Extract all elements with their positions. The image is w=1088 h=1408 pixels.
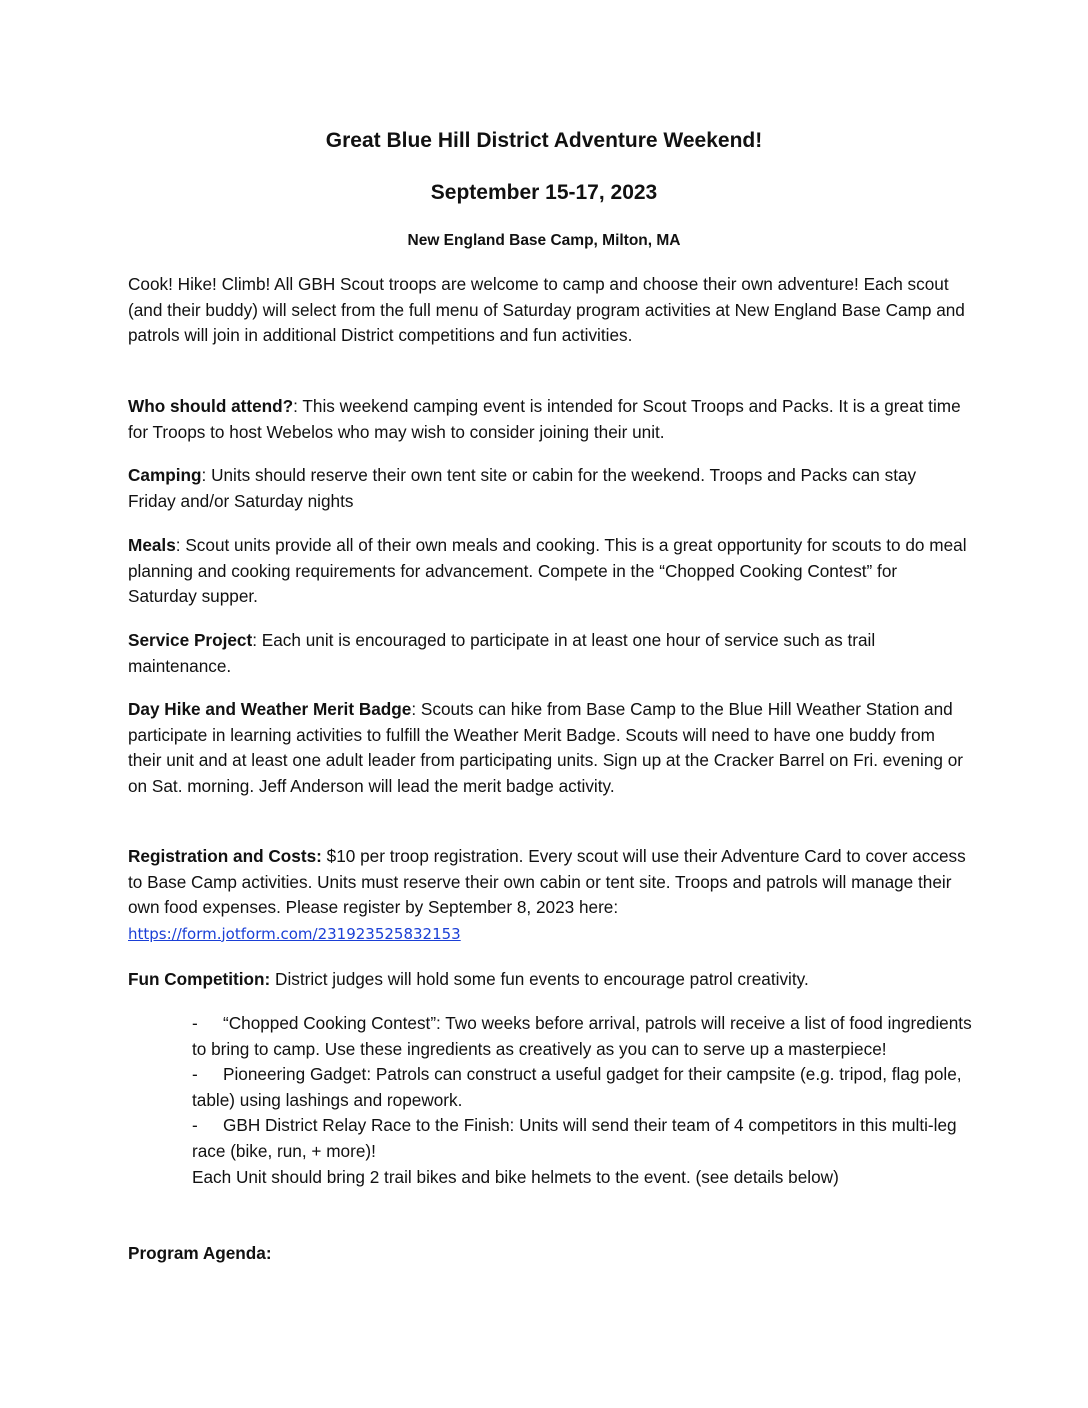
section-body: District judges will hold some fun events to encourage patrol creativity. bbox=[270, 969, 809, 989]
registration-link[interactable]: https://form.jotform.com/231923525832153 bbox=[128, 924, 461, 943]
camping-paragraph bbox=[128, 463, 968, 514]
section-heading: Who should attend? bbox=[128, 396, 294, 416]
section-body: : Scouts can hike from Base Camp to the Blue Hill Weather Station and participate in learning activities to fulfill the Weather Merit Badge. Scouts will need to have one buddy from their unit and at least one adult leader from participating units. Sign up at the Cracker Barrel on Fri. evening or on Sat. morning. Jeff Anderson will lead the merit badge activity. bbox=[128, 699, 964, 796]
section-body: $10 per troop registration. Every scout will use their Adventure Card to cover access to Base Camp activities. Units must reserve their own cabin or tent site. Troops and patrols will manage their own food expenses. Please register by September 8, 2023 here: bbox=[128, 846, 966, 918]
who-should-attend-paragraph bbox=[128, 394, 968, 445]
section-body: : Each unit is encouraged to participate in at least one hour of service such as trail maintenance. bbox=[128, 630, 876, 676]
competition-note: Each Unit should bring 2 trail bikes and bike helmets to the event. (see details below) bbox=[192, 1166, 839, 1187]
document-title: Great Blue Hill District Adventure Weekend! bbox=[325, 129, 763, 152]
event-dates: September 15-17, 2023 bbox=[430, 181, 658, 204]
list-dash: - bbox=[192, 1064, 198, 1085]
competition-list bbox=[192, 1011, 982, 1190]
list-item bbox=[192, 1062, 982, 1113]
section-heading: Camping bbox=[128, 465, 202, 485]
service-project-paragraph bbox=[128, 628, 968, 679]
list-item-text: “Chopped Cooking Contest”: Two weeks before arrival, patrols will receive a list of food ingredients to bring to camp. Use these ingredients as creatively as you can to serve up a masterpiece! bbox=[192, 1013, 972, 1059]
meals-paragraph bbox=[128, 533, 968, 610]
day-hike-paragraph bbox=[128, 697, 968, 799]
list-item-text: GBH District Relay Race to the Finish: Units will send their team of 4 competitors in this multi-leg race (bike, run, + more)! bbox=[192, 1115, 957, 1161]
list-item-text: Pioneering Gadget: Patrols can construct a useful gadget for their campsite (e.g. tripod, flag pole, table) using lashings and ropework. bbox=[192, 1064, 962, 1110]
section-heading: Day Hike and Weather Merit Badge bbox=[128, 699, 412, 719]
event-location: New England Base Camp, Milton, MA bbox=[407, 232, 681, 249]
section-body: : This weekend camping event is intended for Scout Troops and Packs. It is a great time for Troops to host Webelos who may wish to consider joining their unit. bbox=[128, 396, 961, 442]
list-dash: - bbox=[192, 1115, 198, 1136]
section-heading: Service Project bbox=[128, 630, 253, 650]
section-body: : Scout units provide all of their own meals and cooking. This is a great opportunity for scouts to do meal planning and cooking requirements for advancement. Compete in the “Chopped Cooking Contest” for Saturday supper. bbox=[128, 535, 967, 607]
list-item bbox=[192, 1011, 982, 1062]
section-heading: Meals bbox=[128, 535, 176, 555]
section-body: : Units should reserve their own tent site or cabin for the weekend. Troops and Packs can stay Friday and/or Saturday nights bbox=[128, 465, 917, 511]
registration-paragraph bbox=[128, 844, 968, 947]
fun-competition-paragraph bbox=[128, 967, 968, 993]
list-item bbox=[192, 1113, 982, 1164]
intro-paragraph: Cook! Hike! Climb! All GBH Scout troops are welcome to camp and choose their own adventure! Each scout (and their buddy) will select from the full menu of Saturday program activities at New England Base Camp and patrols will join in additional District competitions and fun activities. bbox=[128, 274, 965, 346]
section-heading: Fun Competition: bbox=[128, 969, 271, 989]
list-dash: - bbox=[192, 1013, 198, 1033]
section-heading: Registration and Costs: bbox=[128, 846, 322, 866]
program-agenda-heading: Program Agenda: bbox=[128, 1243, 272, 1263]
